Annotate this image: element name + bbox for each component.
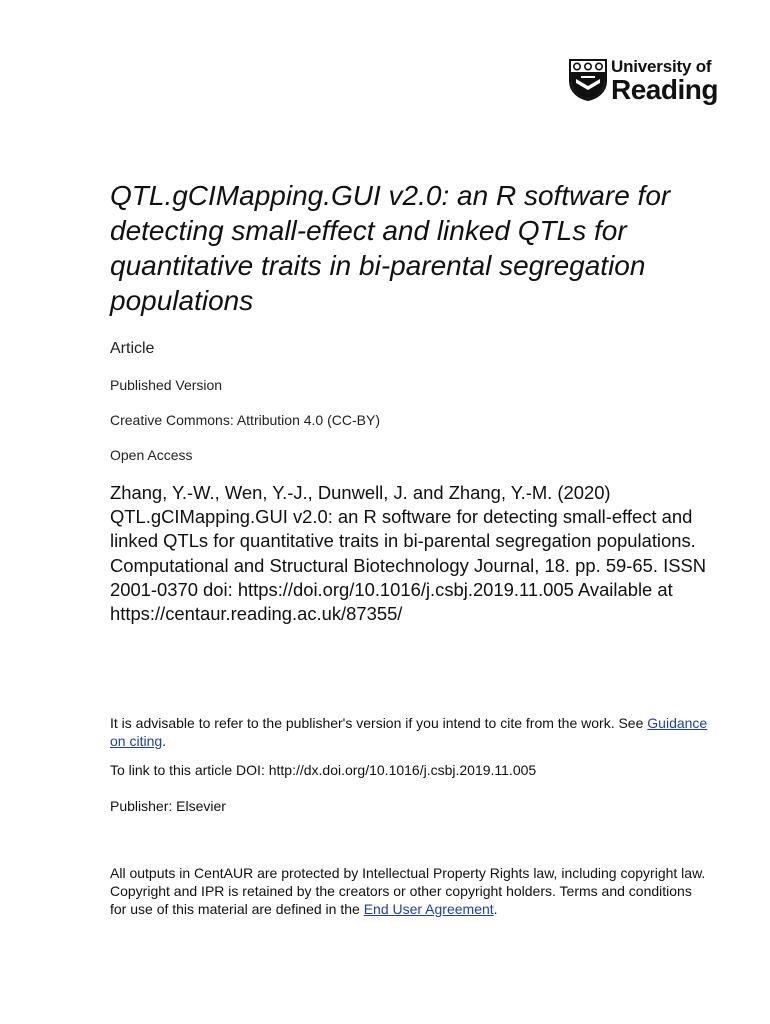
guidance-on-citing-link[interactable]: Guidance on citing bbox=[110, 715, 708, 749]
citation-advice-end: . bbox=[162, 733, 167, 749]
logo-line-2: Reading bbox=[611, 74, 718, 105]
license-label: Creative Commons: Attribution 4.0 (CC-BY) bbox=[110, 412, 380, 428]
citation-text: Zhang, Y.-W., Wen, Y.-J., Dunwell, J. and Zhang, Y.-M. (2020) QTL.gCIMapping.GUI v2.0: an R software for detecting small-effect and linked QTLs for quantitative traits in bi-parental segregation populations. Computational and Structural Biotechnology Journal, 18. pp. 59-65. ISSN 2001-0370 doi: https://doi.org/10.1016/j.csbj.2019.11.005 Available at https://centaur.reading.ac.uk/87355/ bbox=[110, 482, 707, 625]
citation-advice bbox=[110, 714, 710, 750]
ipr-notice-text: All outputs in CentAUR are protected by Intellectual Property Rights law, including copyright law. Copyright and IPR is retained by the creators or other copyright holders. Terms and conditions for use of this material are defined in the bbox=[110, 865, 706, 917]
end-user-agreement-link[interactable]: End User Agreement bbox=[363, 901, 494, 917]
article-type: Article bbox=[110, 340, 155, 357]
citation-advice-text: It is advisable to refer to the publisher's version if you intend to cite from the work. See bbox=[110, 715, 648, 731]
university-logo bbox=[569, 57, 729, 105]
version-label: Published Version bbox=[110, 377, 223, 393]
logo-line-1: University of bbox=[611, 57, 712, 76]
ipr-notice-end: . bbox=[493, 901, 498, 917]
crest-icon bbox=[569, 59, 607, 101]
doi-line: To link to this article DOI: http://dx.doi.org/10.1016/j.csbj.2019.11.005 bbox=[110, 762, 537, 778]
access-label: Open Access bbox=[110, 447, 193, 463]
article-title: QTL.gCIMapping.GUI v2.0: an R software for detecting small-effect and linked QTLs for quantitative traits in bi-parental segregation populations bbox=[110, 180, 671, 316]
logo-wordmark bbox=[611, 57, 718, 104]
publisher-label: Publisher: Elsevier bbox=[110, 798, 226, 814]
ipr-notice bbox=[110, 864, 710, 918]
